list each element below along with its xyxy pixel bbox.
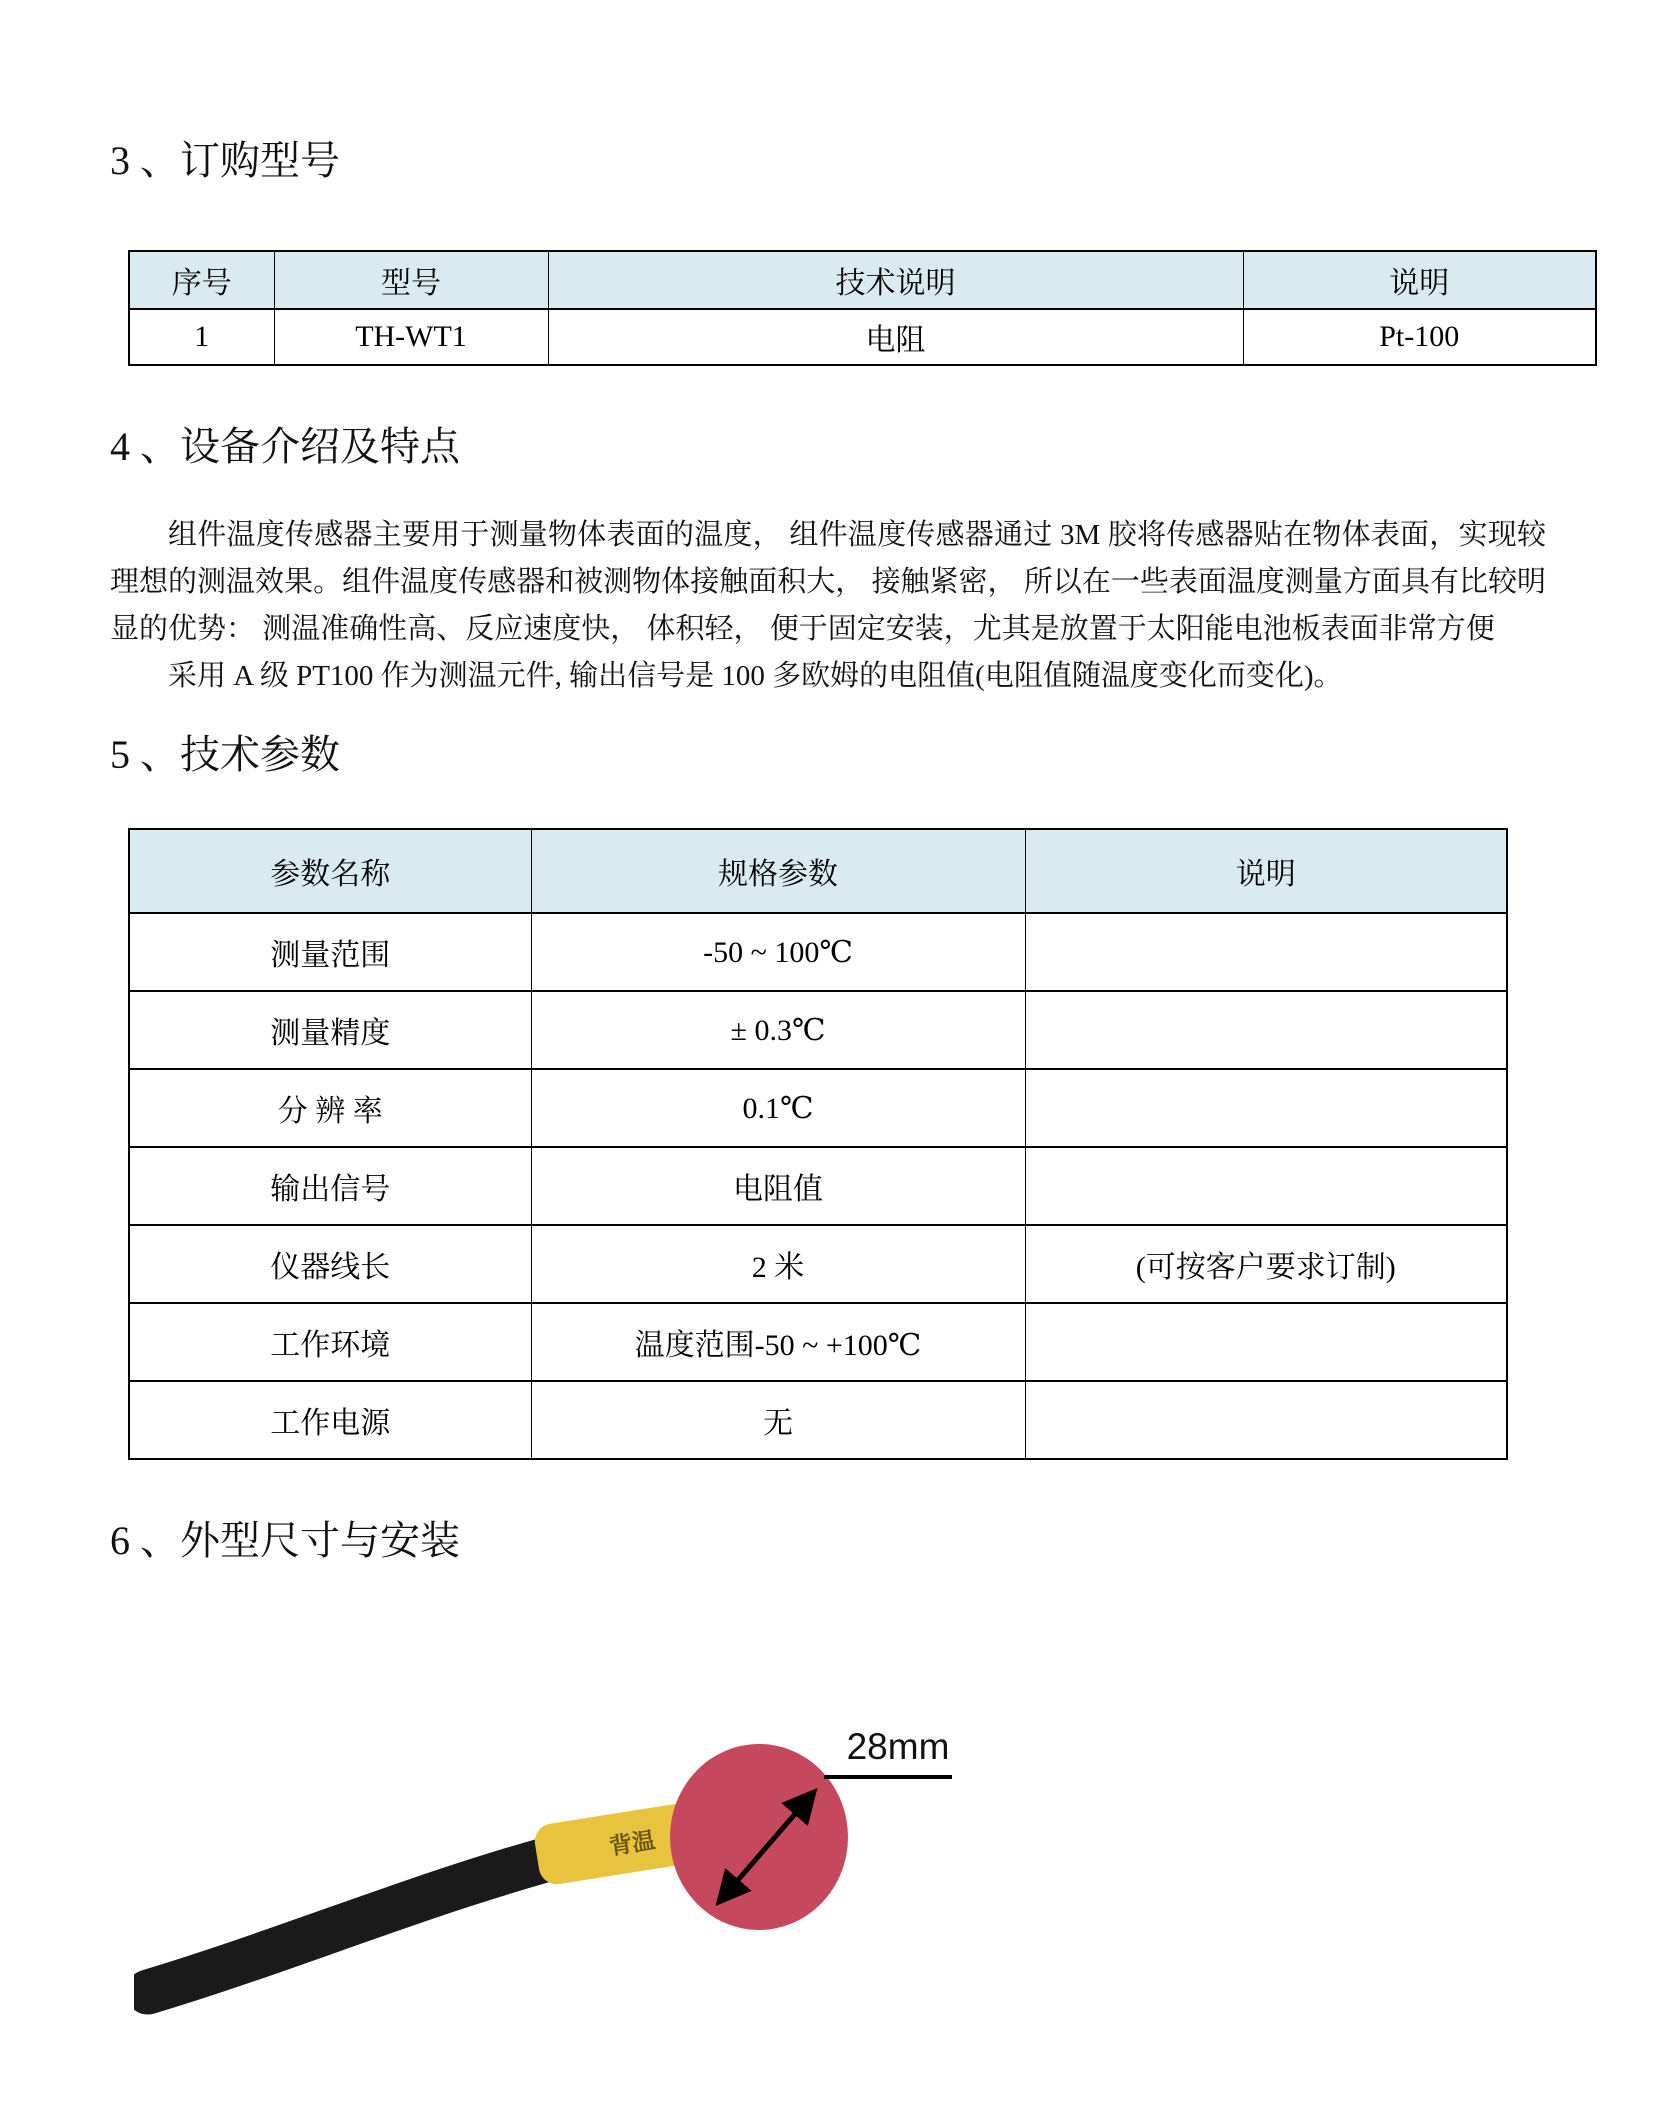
spec-note xyxy=(1025,991,1507,1069)
spec-row-power xyxy=(129,1381,1507,1459)
spec-note xyxy=(1025,1303,1507,1381)
spec-value: ± 0.3℃ xyxy=(531,991,1025,1069)
sleeve-label-text: 背温 xyxy=(607,1827,657,1860)
order-table-header-row xyxy=(129,251,1596,309)
spec-value: 0.1℃ xyxy=(531,1069,1025,1147)
order-table-row xyxy=(129,309,1596,365)
section6-title: 6 、外型尺寸与安装 xyxy=(110,1518,460,1563)
spec-row-environment xyxy=(129,1303,1507,1381)
spec-name: 测量范围 xyxy=(129,913,531,991)
section3-title: 3 、订购型号 xyxy=(110,138,340,183)
spec-row-accuracy xyxy=(129,991,1507,1069)
spec-name: 输出信号 xyxy=(129,1147,531,1225)
spec-value: -50 ~ 100℃ xyxy=(531,913,1025,991)
spec-name: 工作环境 xyxy=(129,1303,531,1381)
spec-value: 无 xyxy=(531,1381,1025,1459)
order-model-table xyxy=(128,250,1597,366)
sensor-dimension-figure xyxy=(134,1656,1099,2051)
spec-name: 仪器线长 xyxy=(129,1225,531,1303)
order-header-model: 型号 xyxy=(274,251,548,309)
intro-paragraph-1: 组件温度传感器主要用于测量物体表面的温度， 组件温度传感器通过 3M 胶将传感器贴在物体表面，实现较理想的测温效果。组件温度传感器和被测物体接触面积大， 接触紧密， 所以在一些表面温度测量方面具有比较明显的优势： 测温准确性高、反应速度快， 体积轻， 便于固定安装，尤其是放置于太阳能电池板表面非常方便 xyxy=(110,519,1546,645)
spec-note xyxy=(1025,1147,1507,1225)
spec-row-output xyxy=(129,1147,1507,1225)
spec-header-note: 说明 xyxy=(1025,829,1507,913)
section5-title: 5 、技术参数 xyxy=(110,732,340,777)
spec-row-range xyxy=(129,913,1507,991)
spec-value: 电阻值 xyxy=(531,1147,1025,1225)
spec-name: 测量精度 xyxy=(129,991,531,1069)
spec-name: 工作电源 xyxy=(129,1381,531,1459)
spec-note: (可按客户要求订制) xyxy=(1025,1225,1507,1303)
sensor-photo-illustration xyxy=(134,1656,1099,2051)
spec-header-value: 规格参数 xyxy=(531,829,1025,913)
intro-paragraph-2: 采用 A 级 PT100 作为测温元件, 输出信号是 100 多欧姆的电阻值(电阻值随温度变化而变化)。 xyxy=(168,660,1343,692)
order-header-index: 序号 xyxy=(129,251,274,309)
order-cell-tech-desc: 电阻 xyxy=(548,309,1243,365)
technical-parameters-table xyxy=(128,828,1508,1460)
spec-table-header-row xyxy=(129,829,1507,913)
order-header-note: 说明 xyxy=(1243,251,1596,309)
spec-value: 2 米 xyxy=(531,1225,1025,1303)
section4-title: 4 、设备介绍及特点 xyxy=(110,424,460,469)
device-intro xyxy=(110,512,1546,700)
sensor-disc xyxy=(670,1744,848,1930)
order-header-tech-desc: 技术说明 xyxy=(548,251,1243,309)
order-cell-index: 1 xyxy=(129,309,274,365)
spec-note xyxy=(1025,1381,1507,1459)
order-cell-note: Pt-100 xyxy=(1243,309,1596,365)
spec-note xyxy=(1025,1069,1507,1147)
spec-value: 温度范围-50 ~ +100℃ xyxy=(531,1303,1025,1381)
spec-row-resolution xyxy=(129,1069,1507,1147)
dimension-label: 28mm xyxy=(846,1726,950,1767)
spec-name: 分 辨 率 xyxy=(129,1069,531,1147)
spec-header-name: 参数名称 xyxy=(129,829,531,913)
spec-note xyxy=(1025,913,1507,991)
order-cell-model: TH-WT1 xyxy=(274,309,548,365)
spec-row-cable-length xyxy=(129,1225,1507,1303)
